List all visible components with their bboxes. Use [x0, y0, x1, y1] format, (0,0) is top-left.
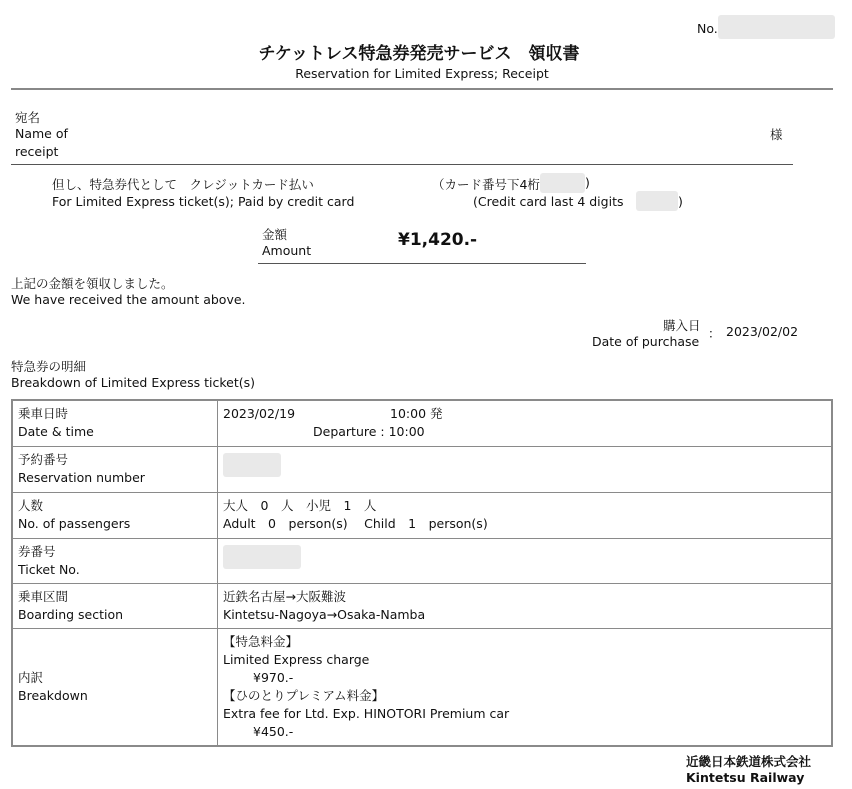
- payment-line-ja: 但し、特急券代として クレジットカード払い: [52, 177, 314, 192]
- redacted-ticket-number: [223, 545, 301, 569]
- table-row-ticket: [12, 538, 832, 583]
- section-header-en: Boarding section: [18, 606, 124, 622]
- purchase-date-colon: ：: [708, 326, 721, 341]
- express-charge-label-en: Limited Express charge: [223, 651, 370, 667]
- header-cell: [12, 583, 218, 628]
- card-digits-label-ja: （カード番号下4桁: [432, 177, 540, 192]
- header-cell: [12, 400, 218, 446]
- express-charge-amount: ¥970.-: [253, 669, 294, 685]
- value-cell: [218, 446, 833, 492]
- breakdown-header-ja: 内訳: [18, 669, 44, 685]
- addressee-label-ja: 宛名: [15, 110, 41, 125]
- section-value-en: Kintetsu-Nagoya→Osaka-Namba: [223, 606, 426, 622]
- card-close-ja: ): [585, 175, 590, 190]
- passengers-value-en: Adult 0 person(s) Child 1 person(s): [223, 515, 488, 531]
- company-name-ja: 近畿日本鉄道株式会社: [686, 754, 812, 769]
- amount-label-en: Amount: [262, 243, 312, 258]
- honorific: 様: [770, 127, 783, 142]
- company-name-en: Kintetsu Railway: [686, 770, 805, 785]
- amount-underline: [258, 263, 586, 264]
- redacted-receipt-number: [718, 15, 835, 39]
- date-time-header-en: Date & time: [18, 424, 94, 439]
- payment-line-en: For Limited Express ticket(s); Paid by credit card: [52, 194, 355, 209]
- purchase-date-label-ja: 購入日: [663, 318, 701, 333]
- table-row-section: [12, 583, 832, 628]
- value-cell: [218, 538, 833, 583]
- table-row-breakdown: [12, 628, 832, 746]
- date-time-header-ja: 乗車日時: [18, 406, 69, 421]
- redacted-reservation-number: [223, 453, 281, 477]
- addressee-underline: [11, 164, 793, 165]
- amount-label-ja: 金額: [262, 227, 288, 242]
- header-divider: [11, 88, 833, 90]
- premium-fee-label-ja: 【ひのとりプレミアム料金】: [223, 687, 385, 703]
- table-row-date-time: [12, 400, 832, 446]
- passengers-header-en: No. of passengers: [18, 515, 131, 531]
- passengers-header-ja: 人数: [18, 497, 44, 513]
- table-row-reservation: [12, 446, 832, 492]
- header-cell: [12, 492, 218, 538]
- amount-value: ¥1,420.-: [398, 230, 478, 250]
- premium-fee-amount: ¥450.-: [253, 723, 294, 739]
- page-title: チケットレス特急券発売サービス 領収書: [258, 44, 580, 64]
- addressee-label-en-2: receipt: [15, 144, 59, 159]
- purchase-date-value: 2023/02/02: [726, 324, 799, 339]
- express-charge-label-ja: 【特急料金】: [223, 633, 299, 649]
- breakdown-heading-en: Breakdown of Limited Express ticket(s): [11, 375, 256, 390]
- card-digits-label-en: (Credit card last 4 digits: [473, 194, 624, 209]
- ride-date: 2023/02/19: [223, 406, 296, 421]
- redacted-card-digits: [540, 173, 585, 193]
- date-time-line-1: [223, 405, 826, 423]
- passengers-value-ja: 大人 0 人 小児 1 人: [223, 497, 377, 513]
- breakdown-heading-ja: 特急券の明細: [11, 359, 87, 374]
- reservation-header-en: Reservation number: [18, 469, 145, 485]
- value-cell: [218, 628, 833, 746]
- header-cell: [12, 628, 218, 746]
- premium-fee-label-en: Extra fee for Ltd. Exp. HINOTORI Premium car: [223, 705, 510, 721]
- ticket-header-en: Ticket No.: [18, 561, 80, 577]
- table-row-passengers: [12, 492, 832, 538]
- receipt-number-label: No.: [697, 21, 718, 36]
- received-ja: 上記の金額を領収しました。: [11, 276, 174, 291]
- page-subtitle: Reservation for Limited Express; Receipt: [295, 66, 549, 81]
- value-cell: [218, 492, 833, 538]
- purchase-date-label-en: Date of purchase: [592, 334, 700, 349]
- section-value-ja: 近鉄名古屋→大阪難波: [223, 588, 346, 604]
- reservation-header-ja: 予約番号: [18, 451, 69, 467]
- ticket-header-ja: 券番号: [18, 543, 56, 559]
- redacted-card-digits-en: [636, 191, 678, 211]
- received-en: We have received the amount above.: [11, 292, 246, 307]
- ticket-details-table: [11, 399, 833, 747]
- card-close-en: ): [678, 194, 683, 209]
- breakdown-header-en: Breakdown: [18, 687, 88, 703]
- departure-time-en: Departure : 10:00: [313, 424, 425, 439]
- value-cell: [218, 583, 833, 628]
- value-cell: [218, 400, 833, 446]
- section-header-ja: 乗車区間: [18, 588, 69, 604]
- header-cell: [12, 538, 218, 583]
- departure-time-ja: 10:00 発: [390, 406, 443, 421]
- addressee-label-en: Name of: [15, 126, 68, 141]
- header-cell: [12, 446, 218, 492]
